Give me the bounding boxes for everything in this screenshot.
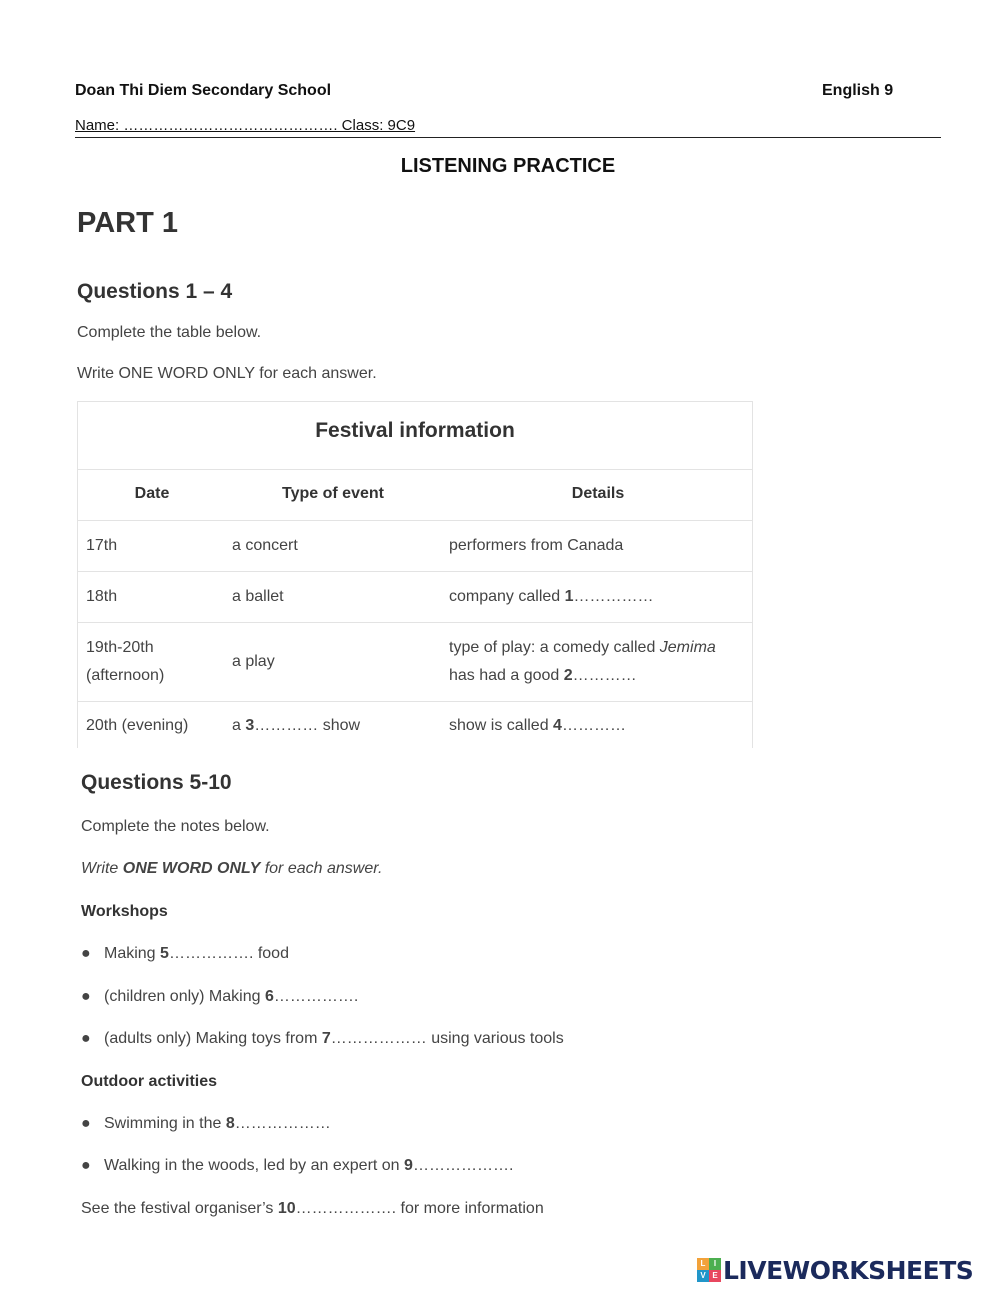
school-name: Doan Thi Diem Secondary School xyxy=(75,82,332,99)
table-row xyxy=(78,521,752,572)
instruction-complete-table: Complete the table below. xyxy=(77,324,262,341)
instruction-one-word: Write ONE WORD ONLY for each answer. xyxy=(77,365,377,382)
badge-letter: V xyxy=(697,1270,709,1282)
live-badge-icon xyxy=(697,1258,721,1282)
bullet-icon: ● xyxy=(81,945,91,962)
bullet-icon: ● xyxy=(81,1030,91,1047)
table-header-row xyxy=(78,470,752,521)
list-item: ● (adults only) Making toys from 7……………… using various tools xyxy=(81,1030,564,1047)
logo-text: LIVEWORKSHEETS xyxy=(723,1255,974,1285)
badge-letter: L xyxy=(697,1258,709,1270)
bullet-icon: ● xyxy=(81,988,91,1005)
cell-type: a ballet xyxy=(232,588,284,605)
bullet-icon: ● xyxy=(81,1157,91,1174)
table-title: Festival information xyxy=(78,402,752,470)
page-title: LISTENING PRACTICE xyxy=(400,155,616,177)
name-class-line: Name: ……………………………………. Class: 9C9 xyxy=(75,117,416,134)
organiser-note: See the festival organiser’s 10………………. for more information xyxy=(81,1200,544,1217)
header-type: Type of event xyxy=(282,485,384,502)
liveworksheets-logo xyxy=(697,1255,973,1285)
outdoor-activities-label: Outdoor activities xyxy=(81,1073,218,1090)
festival-table xyxy=(77,401,753,748)
instruction-complete-notes: Complete the notes below. xyxy=(81,818,270,835)
header-rule xyxy=(75,137,941,138)
cell-details: type of play: a comedy called Jemima has had a good 2………… xyxy=(449,639,716,684)
header-details: Details xyxy=(571,485,625,502)
cell-details: performers from Canada xyxy=(449,537,624,554)
list-item: ● Walking in the woods, led by an expert on 9………………. xyxy=(81,1157,514,1174)
cell-date: 19th-20th (afternoon) xyxy=(86,639,165,684)
bullet-icon: ● xyxy=(81,1115,91,1132)
part-heading: PART 1 xyxy=(77,207,178,239)
table-row xyxy=(78,572,752,623)
list-item: ● Swimming in the 8……………… xyxy=(81,1115,331,1132)
badge-letter: E xyxy=(709,1270,721,1282)
header-date: Date xyxy=(134,485,170,502)
instruction-one-word-italic: Write ONE WORD ONLY for each answer. xyxy=(81,860,383,877)
questions-1-4-heading: Questions 1 – 4 xyxy=(77,280,233,303)
subject-label: English 9 xyxy=(822,82,894,99)
questions-5-10-heading: Questions 5-10 xyxy=(81,771,232,794)
cell-details: company called 1…………… xyxy=(449,588,654,605)
cell-details: show is called 4………… xyxy=(449,717,626,734)
badge-letter: I xyxy=(709,1258,721,1270)
workshops-label: Workshops xyxy=(81,903,168,920)
table-row xyxy=(78,623,752,702)
cell-date: 20th (evening) xyxy=(86,717,189,734)
cell-type: a play xyxy=(232,653,275,670)
cell-type: a concert xyxy=(232,537,298,554)
cell-date: 17th xyxy=(86,537,118,554)
list-item: ● (children only) Making 6……………. xyxy=(81,988,359,1005)
cell-type: a 3………… show xyxy=(232,717,361,734)
table-row xyxy=(78,702,752,748)
list-item: ● Making 5……………. food xyxy=(81,945,289,962)
cell-date: 18th xyxy=(86,588,118,605)
